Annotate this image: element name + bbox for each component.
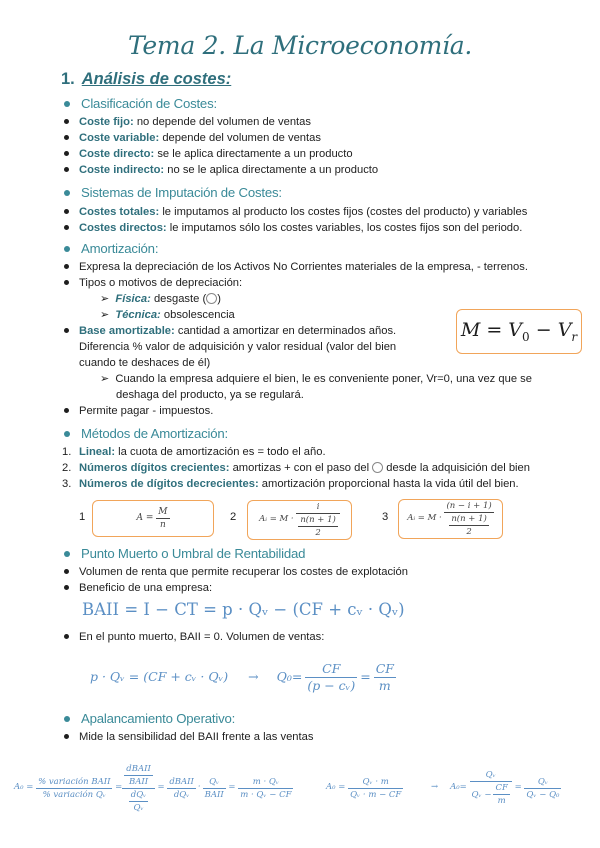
formula-denominator: 2: [315, 528, 321, 538]
item-text: Beneficio de una empresa:: [79, 582, 213, 594]
heading-text: Apalancamiento Operativo:: [81, 711, 236, 726]
list-item: [64, 260, 528, 276]
term: Costes directos:: [79, 222, 167, 234]
item-text: depende del volumen de ventas: [162, 132, 321, 144]
formula-numerator: Qᵥ: [203, 776, 226, 789]
term: Coste directo:: [79, 148, 155, 160]
formula-term: p · Qᵥ = (CF + cᵥ · Qᵥ): [90, 669, 229, 685]
item-text: cantidad a amortizar en determinados años.: [177, 325, 397, 337]
list-item: [64, 276, 242, 292]
formula-numerator: i: [296, 501, 340, 514]
formula-term: Aᵢ = M ·: [259, 514, 294, 525]
list-item: [64, 131, 321, 147]
bullet-icon: [64, 209, 69, 214]
item-text: se le aplica directamente a un producto: [157, 148, 353, 160]
item-text: amortizas + con el paso del: [232, 462, 370, 474]
formula-numerator: CF: [375, 660, 394, 676]
term: Números dígitos crecientes:: [79, 462, 230, 474]
bullet-icon: [64, 408, 69, 413]
formula-term: r: [571, 329, 578, 344]
formula-denominator: Qᵥ − Q₀: [526, 789, 560, 800]
formula-numerator: M: [158, 507, 168, 517]
list-item: [64, 324, 444, 340]
heading-apalancamiento: [64, 710, 235, 728]
formula-denominator: BAII: [129, 776, 149, 787]
formula-term: =: [157, 782, 165, 793]
item-text: Permite pagar - impuestos.: [79, 405, 214, 417]
formula-numerator: CF: [305, 661, 357, 678]
term: Costes totales:: [79, 206, 160, 218]
list-item: [64, 730, 313, 746]
formula-punto-muerto: [90, 656, 396, 698]
bullet-icon: [64, 246, 70, 252]
bullet-icon: [64, 551, 70, 557]
item-text: le imputamos sólo los costes variables, los costes fijos son del periodo.: [169, 222, 523, 234]
formula-box-crecientes: [247, 500, 352, 540]
bullet-icon: [64, 734, 69, 739]
formula-box-valor-residual: [456, 309, 582, 354]
formula-box-decrecientes: [398, 499, 503, 539]
sub-item: [100, 292, 221, 308]
bullet-icon: [64, 264, 69, 269]
formula-numerator: Qᵥ · m: [348, 776, 403, 789]
item-number: 1.: [62, 446, 72, 458]
bullet-icon: [64, 119, 69, 124]
formula-numerator: m · Qᵥ: [238, 776, 293, 789]
formula-apalancamiento-a: [14, 760, 293, 816]
list-item: [64, 565, 408, 581]
formula-numerator: (n − i + 1): [446, 501, 492, 511]
numbered-item: [62, 445, 326, 461]
formula-term: ·: [197, 782, 201, 793]
term: Física:: [115, 293, 151, 305]
bullet-icon: [64, 585, 69, 590]
bullet-icon: [64, 569, 69, 574]
formula-term: =: [115, 782, 123, 793]
sub-item: [100, 372, 532, 388]
item-number: 2.: [62, 462, 72, 474]
item-text: no depende del volumen de ventas: [136, 116, 311, 128]
formula-numerator: Qᵥ: [470, 769, 512, 782]
bullet-icon: [64, 634, 69, 639]
item-text: ): [217, 293, 221, 305]
bullet-icon: [64, 151, 69, 156]
formula-term: A₀ =: [326, 782, 346, 793]
section-title: Análisis de costes:: [81, 70, 232, 88]
formula-term: −: [535, 319, 552, 341]
bullet-icon: [64, 167, 69, 172]
list-item: [64, 404, 213, 420]
item-text: Expresa la depreciación de los Activos No Corrientes materiales de la empresa, - terrenos.: [79, 261, 528, 273]
formula-term: M: [460, 319, 481, 341]
section-number: 1.: [61, 70, 75, 88]
list-item: [64, 221, 522, 237]
sub-item: [100, 308, 235, 324]
box-label: 2: [230, 511, 237, 523]
arrow-icon: →: [431, 782, 439, 793]
term: Lineal:: [79, 446, 116, 458]
arrow-bullet-icon: ➢: [100, 373, 110, 385]
numbered-item: [62, 477, 519, 493]
bullet-icon: [64, 280, 69, 285]
heading-text: Amortización:: [81, 241, 159, 256]
formula-denominator: BAII: [204, 789, 224, 800]
clock-icon: [206, 293, 217, 304]
formula-denominator: 2: [466, 527, 472, 537]
formula-denominator: m · Qᵥ − CF: [240, 789, 292, 800]
heading-text: Clasificación de Costes:: [81, 96, 217, 111]
formula-numerator: n(n + 1): [300, 515, 336, 525]
formula-term: A₀ =: [14, 782, 34, 793]
heading-text: Punto Muerto o Umbral de Rentabilidad: [81, 546, 306, 561]
formula-numerator: Qᵥ: [524, 776, 561, 789]
bullet-icon: [64, 716, 70, 722]
formula-numerator: dBAII: [126, 763, 151, 774]
formula-term: =: [486, 319, 503, 341]
item-text: Diferencia % valor de adquisición y valor residual (valor del bien: [79, 341, 397, 353]
list-item: [64, 630, 324, 646]
formula-numerator: CF: [495, 783, 508, 793]
item-number: 3.: [62, 478, 72, 490]
item-text: Mide la sensibilidad del BAII frente a las ventas: [79, 731, 314, 743]
bullet-icon: [64, 225, 69, 230]
section-heading: [61, 68, 231, 90]
bullet-icon: [64, 431, 70, 437]
formula-denominator: dQᵥ: [173, 789, 190, 800]
bullet-icon: [64, 190, 70, 196]
formula-denominator: m: [378, 677, 391, 693]
formula-term: 0: [522, 329, 530, 344]
list-item: [64, 205, 527, 221]
term: Coste fijo:: [79, 116, 134, 128]
formula-term: Aᵢ = M ·: [407, 513, 442, 524]
formula-box-lineal: [92, 500, 214, 537]
item-text: amortización proporcional hasta la vida útil del bien.: [261, 478, 519, 490]
item-text: Cuando la empresa adquiere el bien, le es conveniente poner, Vr=0, una vez que se: [115, 373, 532, 385]
box-label: 1: [79, 511, 86, 523]
box-label: 3: [382, 511, 389, 523]
formula-denominator: (p − cᵥ): [307, 677, 356, 693]
formula-numerator: dBAII: [169, 776, 194, 787]
formula-numerator: % variación BAII: [38, 776, 111, 787]
formula-apalancamiento-b: [326, 760, 403, 816]
formula-denominator: m: [497, 796, 506, 806]
arrow-bullet-icon: ➢: [100, 293, 110, 305]
item-text: no se le aplica directamente a un producto: [167, 164, 379, 176]
item-text: le imputamos al producto los costes fijos (costes del producto) y variables: [162, 206, 528, 218]
list-item: [64, 581, 212, 597]
clock-icon: [372, 462, 383, 473]
formula-numerator: dQᵥ: [130, 789, 147, 800]
heading-text: Sistemas de Imputación de Costes:: [81, 185, 282, 200]
formula-term: V: [508, 319, 523, 341]
item-text: cuando te deshaces de él): [79, 357, 211, 369]
term: Números de dígitos decrecientes:: [79, 478, 259, 490]
formula-term: A₀=: [450, 782, 467, 793]
bullet-icon: [64, 135, 69, 140]
formula-term: =: [514, 782, 522, 793]
formula-term: A =: [136, 512, 154, 523]
bullet-icon: [64, 101, 70, 107]
arrow-icon: →: [248, 669, 259, 685]
arrow-bullet-icon: ➢: [100, 309, 110, 321]
heading-punto-muerto: [64, 545, 305, 563]
formula-term: Qᵥ −: [471, 789, 492, 800]
item-text: desgaste (: [153, 293, 207, 305]
heading-amortizacion: [64, 240, 158, 258]
term: Base amortizable:: [79, 325, 175, 337]
list-item: [64, 147, 353, 163]
item-text: Volumen de renta que permite recuperar los costes de explotación: [79, 566, 408, 578]
page-title: Tema 2. La Microeconomía.: [128, 31, 472, 60]
formula-term: =: [228, 782, 236, 793]
item-text: En el punto muerto, BAII = 0. Volumen de ventas:: [79, 631, 325, 643]
list-item: [64, 163, 378, 179]
list-item: [64, 115, 311, 131]
formula-term: Q₀=: [276, 669, 303, 685]
heading-imputacion: [64, 184, 282, 202]
item-text: obsolescencia: [163, 309, 235, 321]
item-text: deshaga del producto, ya se regulará.: [116, 389, 304, 401]
heading-metodos: [64, 425, 228, 443]
item-text: desde la adquisición del bien: [386, 462, 530, 474]
heading-clasificacion: [64, 95, 217, 113]
heading-text: Métodos de Amortización:: [81, 426, 228, 441]
formula-denominator: n: [159, 520, 166, 530]
formula-denominator: % variación Qᵥ: [42, 789, 106, 800]
formula-denominator: Qᵥ · m − CF: [350, 789, 402, 800]
formula-beneficio: BAII = I − CT = p · Qᵥ − (CF + cᵥ · Qᵥ): [82, 600, 405, 619]
item-text: Tipos o motivos de depreciación:: [79, 277, 243, 289]
bullet-icon: [64, 328, 69, 333]
formula-term: V: [557, 319, 572, 341]
formula-denominator: Qᵥ: [133, 802, 144, 813]
item-text: la cuota de amortización es = todo el año.: [118, 446, 326, 458]
formula-apalancamiento-c: [431, 760, 561, 816]
numbered-item: [62, 461, 530, 477]
formula-term: =: [360, 669, 371, 685]
term: Técnica:: [115, 309, 161, 321]
term: Coste variable:: [79, 132, 160, 144]
term: Coste indirecto:: [79, 164, 165, 176]
formula-numerator: n(n + 1): [451, 514, 487, 524]
